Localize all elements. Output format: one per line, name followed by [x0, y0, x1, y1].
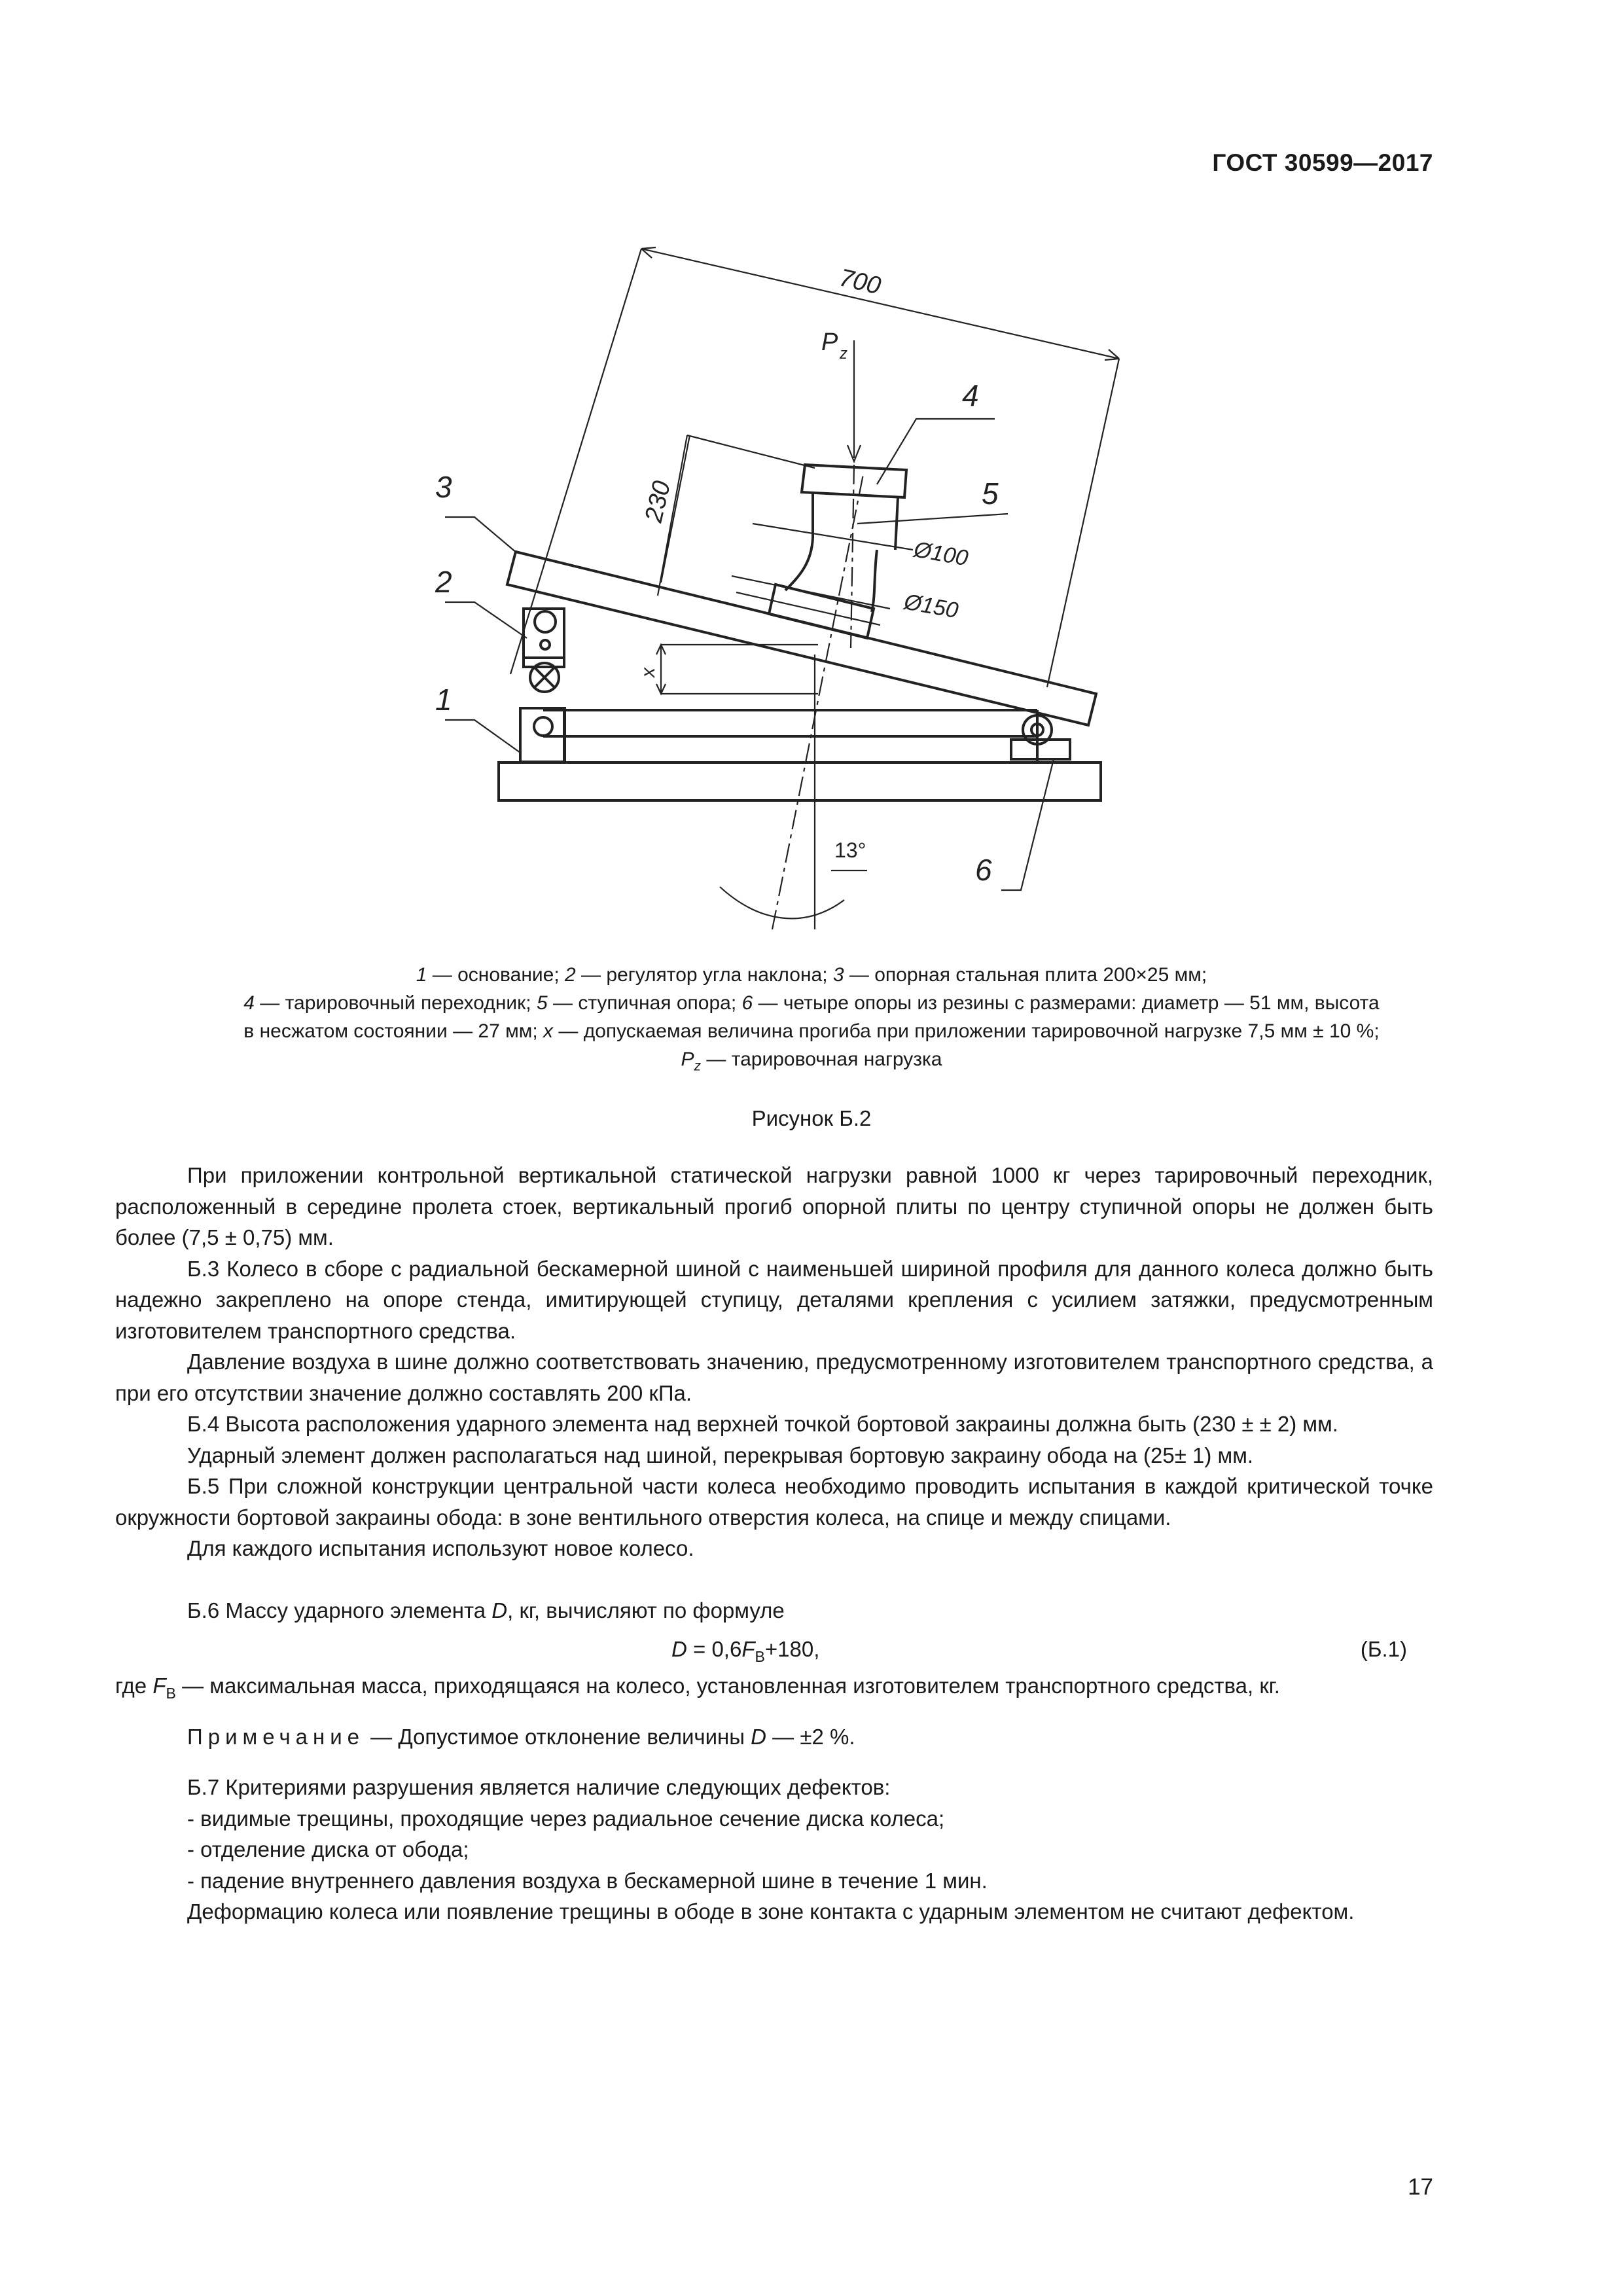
note: Примечание — Допустимое отклонение величины D — ±2 %. — [187, 1724, 855, 1749]
paragraph-b5: Б.5 При сложной конструкции центральной части колеса необходимо проводить испытания в каждой критической точке окружности бортовой закраины обода: в зоне вентильного отверстия колеса, на спице и между спицами. — [115, 1474, 1433, 1530]
label-n2: 2 — [435, 565, 452, 599]
list-item-3: - падение внутреннего давления воздуха в бескамерной шине в течение 1 мин. — [187, 1868, 988, 1893]
paragraph-pressure: Давление воздуха в шине должно соответствовать значению, предусмотренному изготовителем транспортного средства, а при его отсутствии значение должно составлять 200 кПа. — [115, 1350, 1433, 1405]
paragraph-b6: Б.6 Массу ударного элемента D, кг, вычисляют по формуле — [187, 1598, 785, 1623]
body-text — [115, 1160, 1433, 1928]
leader-6 — [1001, 759, 1054, 890]
legend-line-1: 1 — основание; 2 — регулятор угла наклона; 3 — опорная стальная плита 200×25 мм; — [416, 964, 1207, 986]
dim-230-lines — [658, 435, 815, 596]
leader-1 — [445, 720, 520, 753]
label-n5: 5 — [982, 476, 999, 511]
inclined-support-plate — [507, 552, 1096, 725]
document-header: ГОСТ 30599—2017 — [1212, 149, 1433, 176]
label-dia-100: Ø100 — [912, 537, 971, 571]
adjuster-cross — [534, 667, 555, 688]
page-number: 17 — [1408, 2174, 1433, 2200]
list-item-1: - видимые трещины, проходящие через радиальное сечение диска колеса; — [187, 1806, 945, 1831]
label-angle: 13° — [834, 838, 866, 862]
paragraph-deformation: Деформацию колеса или появление трещины в ободе в зоне контакта с ударным элементом не считают дефектом. — [187, 1899, 1355, 1924]
force-arrow — [847, 340, 861, 461]
label-n4: 4 — [962, 378, 979, 412]
label-force: P — [821, 329, 838, 356]
label-n3: 3 — [435, 470, 452, 504]
leader-2 — [445, 602, 527, 638]
angle-arc — [720, 870, 867, 918]
test-stand-drawing — [435, 216, 1165, 949]
left-lower-pin — [534, 717, 552, 736]
figure-legend — [151, 961, 1472, 1073]
adapter-neck — [813, 492, 898, 550]
leader-5 — [857, 514, 1008, 524]
hub-support-body — [785, 538, 877, 612]
formula-number: (Б.1) — [1360, 1637, 1407, 1661]
label-700: 700 — [836, 264, 883, 300]
label-n1: 1 — [435, 683, 452, 717]
legend-line-4: $P_z$ — тарировочная нагрузка — [681, 1049, 942, 1074]
paragraph-impact-element: Ударный элемент должен располагаться над шиной, перекрывая бортовую закраину обода на (25± 1) мм. — [187, 1443, 1254, 1467]
formula-explanation: где $F_В$ — максимальная масса, приходящаяся на колесо, установленная изготовителем транспортного средства, кг. — [115, 1674, 1280, 1702]
label-n6: 6 — [975, 853, 992, 887]
leader-3 — [445, 517, 517, 553]
list-item-2: - отделение диска от обода; — [187, 1837, 469, 1861]
figure-caption: Рисунок Б.2 — [751, 1106, 872, 1130]
adjuster-bolt — [541, 640, 550, 649]
label-force-sub: z — [840, 345, 847, 363]
label-x: x — [637, 668, 659, 677]
paragraph-1: При приложении контрольной вертикальной статической нагрузки равной 1000 кг через тарировочный переходник, расположенный в середине пролета стоек, вертикальный прогиб опорной плиты по центру ступичной опоры не должен быть более (7,5 ± 0,75) мм. — [115, 1163, 1433, 1249]
diameter-lines — [732, 524, 913, 625]
figure-drawing — [435, 216, 1165, 949]
paragraph-b7: Б.7 Критериями разрушения является наличие следующих дефектов: — [187, 1775, 891, 1799]
paragraph-new-wheel: Для каждого испытания используют новое колесо. — [187, 1536, 694, 1560]
label-230: 230 — [639, 478, 677, 526]
paragraph-b3: Б.3 Колесо в сборе с радиальной бескамерной шиной с наименьшей шириной профиля для данного колеса должно быть надежно закреплено на опоре стенда, имитирующей ступицу, деталями крепления с усилием затяжки, предусмотренным изготовителем транспортного средства. — [115, 1256, 1433, 1343]
lower-link-bar — [543, 710, 1037, 762]
paragraph-b4: Б.4 Высота расположения ударного элемента над верхней точкой бортовой закраины должна быть (230 ± ± 2) мм. — [187, 1412, 1338, 1436]
dim-x-lines — [656, 645, 818, 694]
label-dia-150: Ø150 — [902, 589, 961, 624]
formula-b1 — [115, 1628, 1433, 1670]
legend-line-2: 4 — тарировочный переходник; 5 — ступичная опора; 6 — четыре опоры из резины с размерами: диаметр — 51 мм, высота — [243, 992, 1380, 1014]
legend-line-3: в несжатом состоянии — 27 мм; x — допускаемая величина прогиба при приложении тарировочной нагрузке 7,5 мм ± 10 %; — [243, 1020, 1380, 1042]
adjuster-pin — [535, 611, 556, 632]
leader-4 — [877, 419, 995, 484]
formula-expression: $D = 0,6F_В+180$, — [671, 1637, 820, 1666]
